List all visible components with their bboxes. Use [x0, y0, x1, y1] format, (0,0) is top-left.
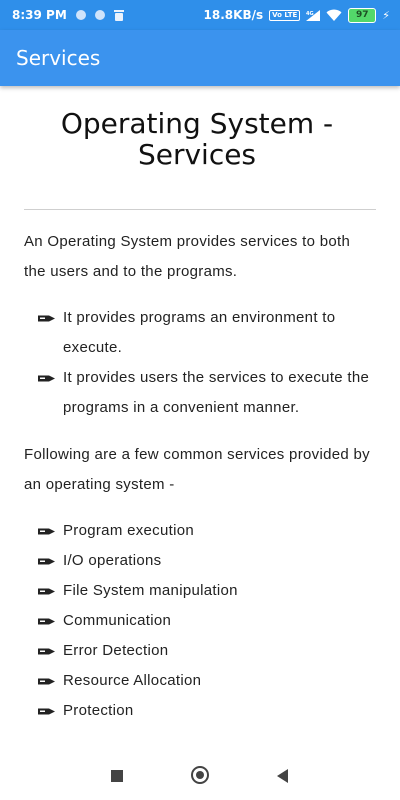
- pen-bullet-icon: [38, 314, 55, 323]
- service-text: Protection: [63, 702, 134, 719]
- pen-bullet-icon: [38, 647, 55, 656]
- pen-bullet-icon: [38, 527, 55, 536]
- point-text: It provides programs an environment to execute.: [63, 309, 336, 356]
- volte-icon: Vo LTE: [269, 10, 300, 21]
- notification-dot-icon: [95, 10, 105, 20]
- back-icon[interactable]: [277, 769, 288, 783]
- recent-apps-icon[interactable]: [111, 770, 123, 782]
- battery-icon: 97: [348, 8, 376, 23]
- service-text: Resource Allocation: [63, 672, 202, 689]
- list-item: [0, 363, 400, 423]
- app-bar: [0, 30, 400, 86]
- status-bar: [0, 0, 400, 30]
- status-time: 8:39 PM: [12, 8, 67, 22]
- list-item: [0, 666, 400, 696]
- list-item: [0, 303, 400, 363]
- pen-bullet-icon: [38, 374, 55, 383]
- wifi-icon: [326, 9, 342, 21]
- network-type-label: 4G: [306, 10, 314, 17]
- points-list: [0, 303, 400, 423]
- pen-bullet-icon: [38, 557, 55, 566]
- services-intro-paragraph: Following are a few common services provided by an operating system -: [24, 446, 370, 493]
- pen-bullet-icon: [38, 677, 55, 686]
- list-item: [0, 516, 400, 546]
- list-item: [0, 696, 400, 726]
- service-text: Communication: [63, 612, 172, 629]
- intro-paragraph: An Operating System provides services to both the users and to the programs.: [24, 233, 351, 280]
- list-item: [0, 636, 400, 666]
- point-text: It provides users the services to execute the programs in a convenient manner.: [63, 369, 370, 416]
- list-item: [0, 576, 400, 606]
- page-title: Operating System - Services: [60, 107, 334, 171]
- pen-bullet-icon: [38, 707, 55, 716]
- signal-icon: [306, 10, 320, 21]
- list-item: [0, 546, 400, 576]
- network-speed: 18.8KB/s: [203, 8, 264, 22]
- home-icon[interactable]: [191, 766, 209, 784]
- list-item: [0, 606, 400, 636]
- divider: [24, 209, 376, 210]
- charging-icon: ⚡: [382, 8, 390, 22]
- service-text: File System manipulation: [63, 582, 238, 599]
- notification-dot-icon: [76, 10, 86, 20]
- services-list: [0, 516, 400, 726]
- system-nav-bar: [0, 752, 400, 800]
- pen-bullet-icon: [38, 617, 55, 626]
- app-bar-title: Services: [16, 46, 101, 70]
- pen-bullet-icon: [38, 587, 55, 596]
- service-text: I/O operations: [63, 552, 162, 569]
- service-text: Error Detection: [63, 642, 169, 659]
- service-text: Program execution: [63, 522, 194, 539]
- trash-icon: [114, 10, 124, 21]
